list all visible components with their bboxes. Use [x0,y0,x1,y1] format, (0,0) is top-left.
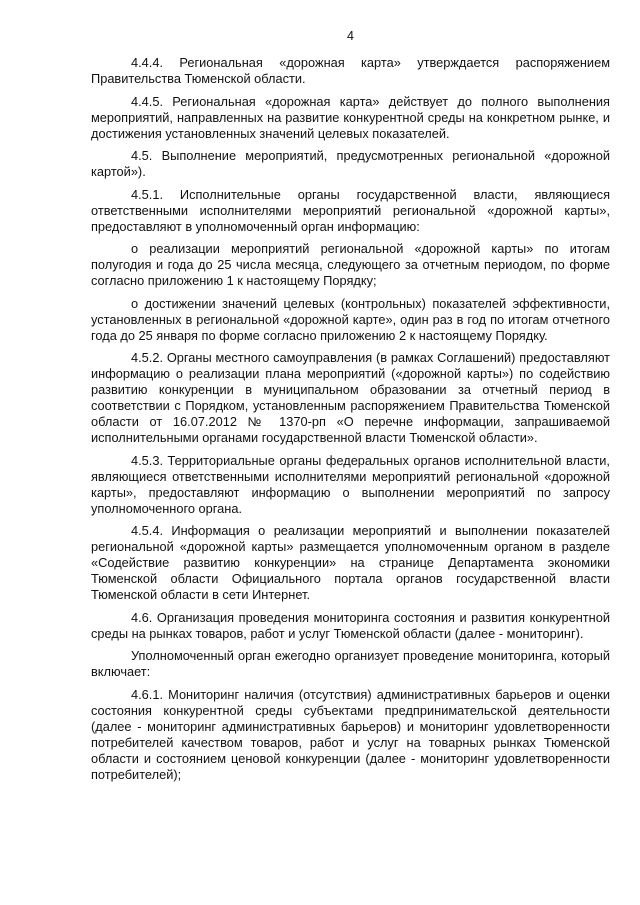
paragraph-4-5-1: 4.5.1. Исполнительные органы государственной власти, являющиеся ответственными исполнителями мероприятий региональной «дорожной карты», предоставляют в уполномоченный орган информацию: [91,186,610,234]
paragraph-4-5-4: 4.5.4. Информация о реализации мероприятий и выполнении показателей региональной «дорожной карты» размещается уполномоченным органом в разделе «Содействие развитию конкуренции» на странице Департамента экономики Тюменской области Официального портала органов государственной власти Тюменской области в сети Интернет. [91,523,610,602]
paragraph-report-indicators: о достижении значений целевых (контрольных) показателей эффективности, установленных в региональной «дорожной карте», один раз в год по итогам отчетного года до 25 января по форме согласно приложению 2 к настоящему Порядку. [91,295,610,343]
paragraph-4-6: 4.6. Организация проведения мониторинга состояния и развития конкурентной среды на рынках товаров, работ и услуг Тюменской области (далее - мониторинг). [91,609,610,641]
paragraph-4-6-1: 4.6.1. Мониторинг наличия (отсутствия) административных барьеров и оценки состояния конкурентной среды субъектами предпринимательской деятельности (далее - мониторинг административных барьеров) и мониторинг удовлетворенности потребителей качеством товаров, работ и услуг на товарных рынках Тюменской области и состоянием ценовой конкуренции (далее - мониторинг удовлетворенности потребителей); [91,686,610,782]
paragraph-monitoring-intro: Уполномоченный орган ежегодно организует проведение мониторинга, который включает: [91,648,610,679]
paragraph-4-5-2: 4.5.2. Органы местного самоуправления (в рамках Соглашений) предоставляют информацию о реализации плана мероприятий («дорожной карты») по содействию развитию конкуренции в муниципальном образовании за отчетный период в соответствии с Порядком, установленным распоряжением Правительства Тюменской области от 16.07.2012 № 1370-рп «О перечне информации, запрашиваемой исполнительными органами государственной власти Тюменской области». [91,350,610,445]
paragraph-4-4-4: 4.4.4. Региональная «дорожная карта» утверждается распоряжением Правительства Тюменской области. [91,55,610,86]
page-number: 4 [347,29,354,43]
paragraph-4-5-3: 4.5.3. Территориальные органы федеральных органов исполнительной власти, являющиеся ответственными исполнителями мероприятий региональной «дорожной карты», предоставляют информацию о выполнении мероприятий по запросу уполномоченного органа. [91,452,610,516]
paragraph-4-5: 4.5. Выполнение мероприятий, предусмотренных региональной «дорожной картой»). [91,148,610,179]
paragraph-4-4-5: 4.4.5. Региональная «дорожная карта» действует до полного выполнения мероприятий, направленных на развитие конкурентной среды на конкретном рынке, и достижения установленных значений целевых показателей. [91,93,610,141]
paragraph-report-measures: о реализации мероприятий региональной «дорожной карты» по итогам полугодия и года до 25 числа месяца, следующего за отчетным периодом, по форме согласно приложению 1 к настоящему Порядку; [91,241,610,288]
